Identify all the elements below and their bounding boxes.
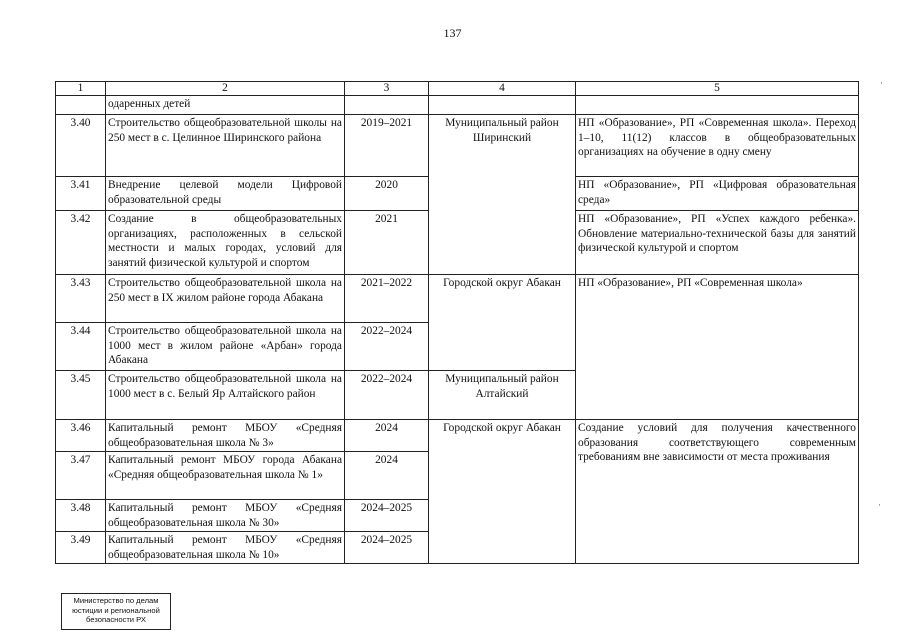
continuation-text: одаренных детей [106,96,345,115]
implementation-years: 2024 [345,420,429,452]
table-row [56,115,859,177]
stamp-line: безопасности РХ [86,615,146,624]
column-header: 2 [106,82,345,96]
measure-name: Капитальный ремонт МБОУ города Абакана «Средняя общеобразовательная школа № 1» [106,452,345,500]
row-number: 3.40 [56,115,106,177]
continuation-row [56,96,859,115]
row-number: 3.42 [56,211,106,275]
column-header: 1 [56,82,106,96]
implementation-years: 2022–2024 [345,323,429,371]
row-number: 3.43 [56,275,106,323]
implementation-years: 2021–2022 [345,275,429,323]
municipality: Городской округ Абакан [429,275,576,371]
header-row [56,82,859,96]
row-number: 3.45 [56,371,106,420]
measure-name: Капитальный ремонт МБОУ «Средняя общеобразовательная школа № 10» [106,532,345,564]
implementation-years: 2019–2021 [345,115,429,177]
national-project: НП «Образование», РП «Успех каждого ребенка». Обновление материально-технической базы для занятий физической культурой и спортом [576,211,859,275]
implementation-years: 2024 [345,452,429,500]
margin-mark: · [880,78,883,88]
national-project: НП «Образование», РП «Современная школа». Переход 1–10, 11(12) классов в общеобразовательных организациях на обучение в одну смену [576,115,859,177]
national-project: НП «Образование», РП «Современная школа» [576,275,859,420]
measure-name: Создание в общеобразовательных организациях, расположенных в сельской местности и малых городах, условий для занятий физической культурой и спортом [106,211,345,275]
implementation-years: 2020 [345,177,429,211]
empty-cell [576,96,859,115]
municipality: Муниципальный район Ширинский [429,115,576,275]
measure-name: Строительство общеобразовательной школы на 250 мест в с. Целинное Ширинского района [106,115,345,177]
column-header: 4 [429,82,576,96]
row-number: 3.41 [56,177,106,211]
ministry-stamp [61,593,171,630]
row-number: 3.48 [56,500,106,532]
measure-name: Внедрение целевой модели Цифровой образовательной среды [106,177,345,211]
stamp-line: Министерство по делам [73,596,159,605]
table-row [56,275,859,323]
measure-name: Капитальный ремонт МБОУ «Средняя общеобразовательная школа № 30» [106,500,345,532]
municipality: Муниципальный район Алтайский [429,371,576,420]
row-number: 3.44 [56,323,106,371]
row-number: 3.49 [56,532,106,564]
empty-cell [56,96,106,115]
table-row [56,420,859,452]
national-project: Создание условий для получения качественного образования соответствующего современным требованиям вне зависимости от места проживания [576,420,859,564]
stamp-line: юстиции и региональной [72,605,160,615]
column-header: 3 [345,82,429,96]
measure-name: Строительство общеобразовательной школа на 250 мест в IX жилом районе города Абакана [106,275,345,323]
column-header: 5 [576,82,859,96]
implementation-years: 2024–2025 [345,500,429,532]
municipality: Городской округ Абакан [429,420,576,564]
implementation-years: 2022–2024 [345,371,429,420]
row-number: 3.46 [56,420,106,452]
measure-name: Строительство общеобразовательной школа на 1000 мест в с. Белый Яр Алтайского район [106,371,345,420]
implementation-years: 2021 [345,211,429,275]
national-project: НП «Образование», РП «Цифровая образовательная среда» [576,177,859,211]
page-number: 137 [443,26,462,40]
margin-mark: · [878,500,881,510]
measures-table [55,81,859,564]
empty-cell [345,96,429,115]
measure-name: Капитальный ремонт МБОУ «Средняя общеобразовательная школа № 3» [106,420,345,452]
measure-name: Строительство общеобразовательной школа на 1000 мест в жилом районе «Арбан» города Абакана [106,323,345,371]
empty-cell [429,96,576,115]
row-number: 3.47 [56,452,106,500]
implementation-years: 2024–2025 [345,532,429,564]
